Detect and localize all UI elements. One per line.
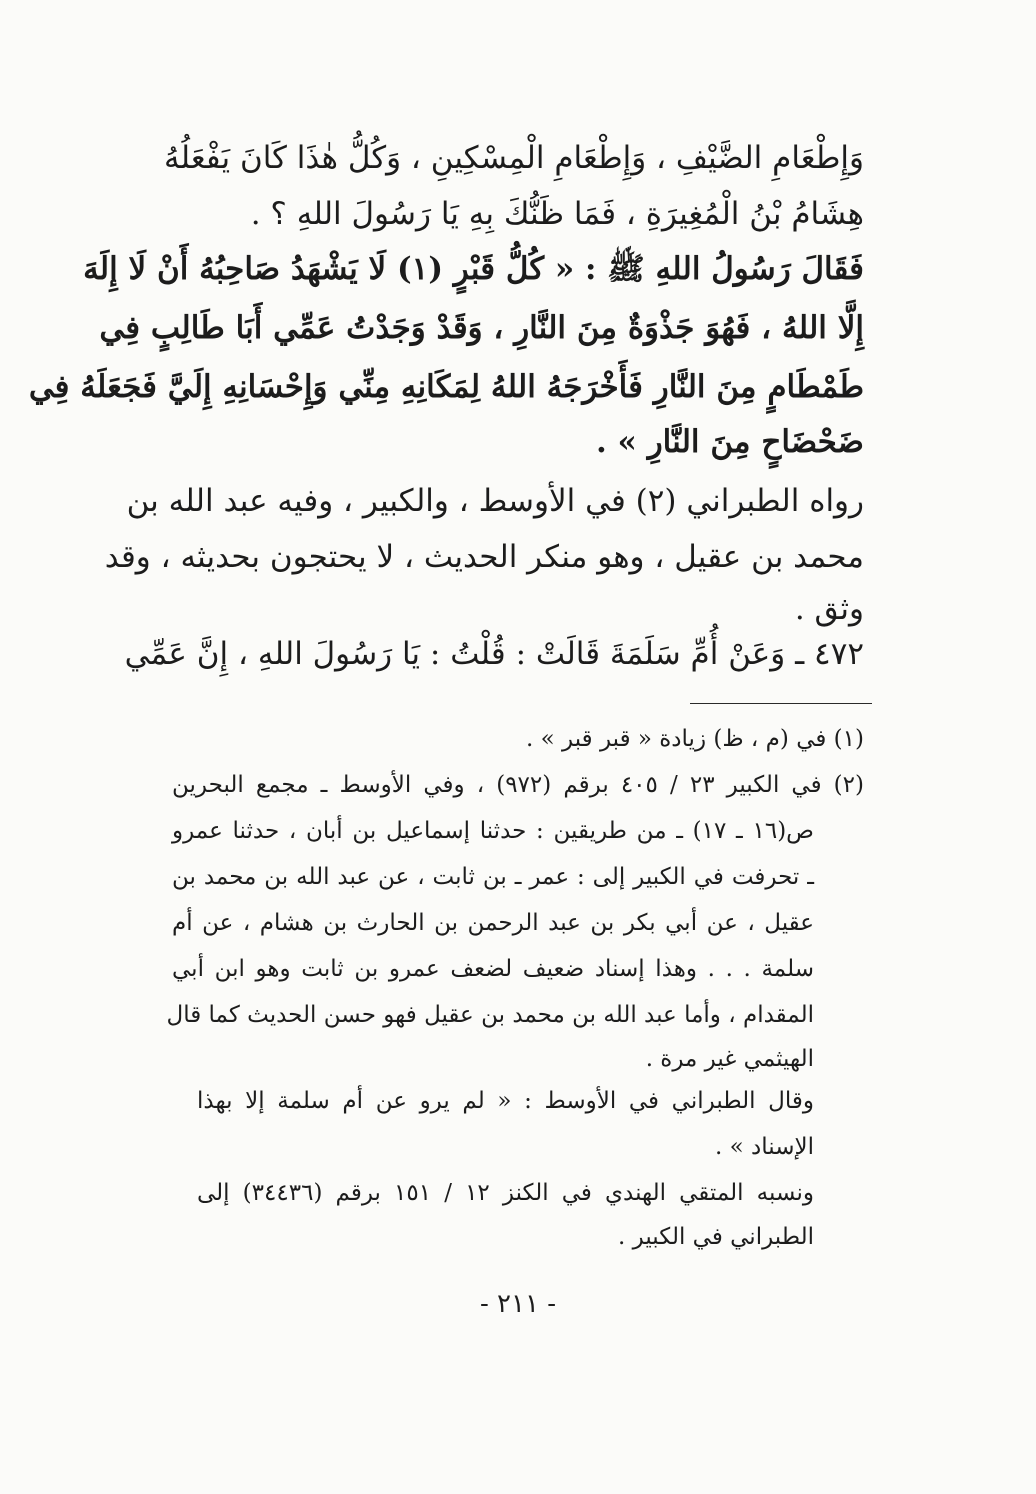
- footnote-2-line-5: سلمة . . . وهذا إسناد ضعيف لضعف عمرو بن ثابت وهو ابن أبي: [172, 956, 814, 982]
- main-line-2: هِشَامُ بْنُ الْمُغِيرَةِ ، فَمَا ظَنُّكَ بِهِ يَا رَسُولَ اللهِ ؟ .: [250, 196, 864, 232]
- main-line-3: فَقَالَ رَسُولُ اللهِ ﷺ : « كُلُّ قَبْرٍ (١) لَا يَشْهَدُ صَاحِبُهُ أَنْ لَا إِلَهَ: [83, 251, 864, 287]
- footnote-2-line-7: الهيثمي غير مرة .: [645, 1046, 814, 1072]
- main-line-8: محمد بن عقيل ، وهو منكر الحديث ، لا يحتجون بحديثه ، وقد: [104, 539, 864, 575]
- footnote-2-line-1: (٢) في الكبير ٢٣ / ٤٠٥ برقم (٩٧٢) ، وفي الأوسط ـ مجمع البحرين: [172, 772, 865, 798]
- main-line-6: ضَحْضَاحٍ مِنَ النَّارِ » .: [595, 424, 864, 460]
- footnote-2-line-10: ونسبه المتقي الهندي في الكنز ١٢ / ١٥١ برقم (٣٤٤٣٦) إلى: [197, 1180, 814, 1206]
- main-line-10: ٤٧٢ ـ وَعَنْ أُمِّ سَلَمَةَ قَالَتْ : قُلْتُ : يَا رَسُولَ اللهِ ، إِنَّ عَمِّي: [124, 636, 864, 672]
- main-line-1: وَإِطْعَامِ الضَّيْفِ ، وَإِطْعَامِ الْمِسْكِينِ ، وَكُلُّ هٰذَا كَانَ يَفْعَلُهُ: [163, 140, 864, 176]
- footnote-2-line-6: المقدام ، وأما عبد الله بن محمد بن عقيل فهو حسن الحديث كما قال: [166, 1002, 814, 1028]
- footnote-2-line-11: الطبراني في الكبير .: [618, 1224, 814, 1250]
- footnote-2-line-8: وقال الطبراني في الأوسط : « لم يرو عن أم سلمة إلا بهذا: [197, 1088, 814, 1114]
- page-number: - ٢١١ -: [479, 1289, 557, 1319]
- footnote-2-line-9: الإسناد » .: [715, 1134, 814, 1160]
- footnote-1: (١) في (م ، ظ) زيادة « قبر قبر » .: [526, 726, 864, 752]
- main-line-4: إِلَّا اللهُ ، فَهُوَ جَذْوَةٌ مِنَ النَّارِ ، وَقَدْ وَجَدْتُ عَمِّي أَبَا طَالِبٍ فِي: [99, 310, 864, 346]
- footnote-separator: [690, 703, 872, 704]
- footnote-2-line-2: ص(١٦ ـ ١٧) ـ من طريقين : حدثنا إسماعيل بن أبان ، حدثنا عمرو: [172, 818, 814, 844]
- main-line-9: وثق .: [794, 591, 864, 627]
- main-line-5: طَمْطَامٍ مِنَ النَّارِ فَأَخْرَجَهُ اللهُ لِمَكَانِهِ مِنِّي وَإِحْسَانِهِ إِلَيَّ فَجَعَلَهُ فِي: [28, 369, 864, 405]
- footnote-2-line-4: عقيل ، عن أبي بكر بن عبد الرحمن بن الحارث بن هشام ، عن أم: [172, 910, 814, 936]
- footnote-2-line-3: ـ تحرفت في الكبير إلى : عمر ـ بن ثابت ، عن عبد الله بن محمد بن: [172, 864, 814, 890]
- main-line-7: رواه الطبراني (٢) في الأوسط ، والكبير ، وفيه عبد الله بن: [126, 483, 864, 519]
